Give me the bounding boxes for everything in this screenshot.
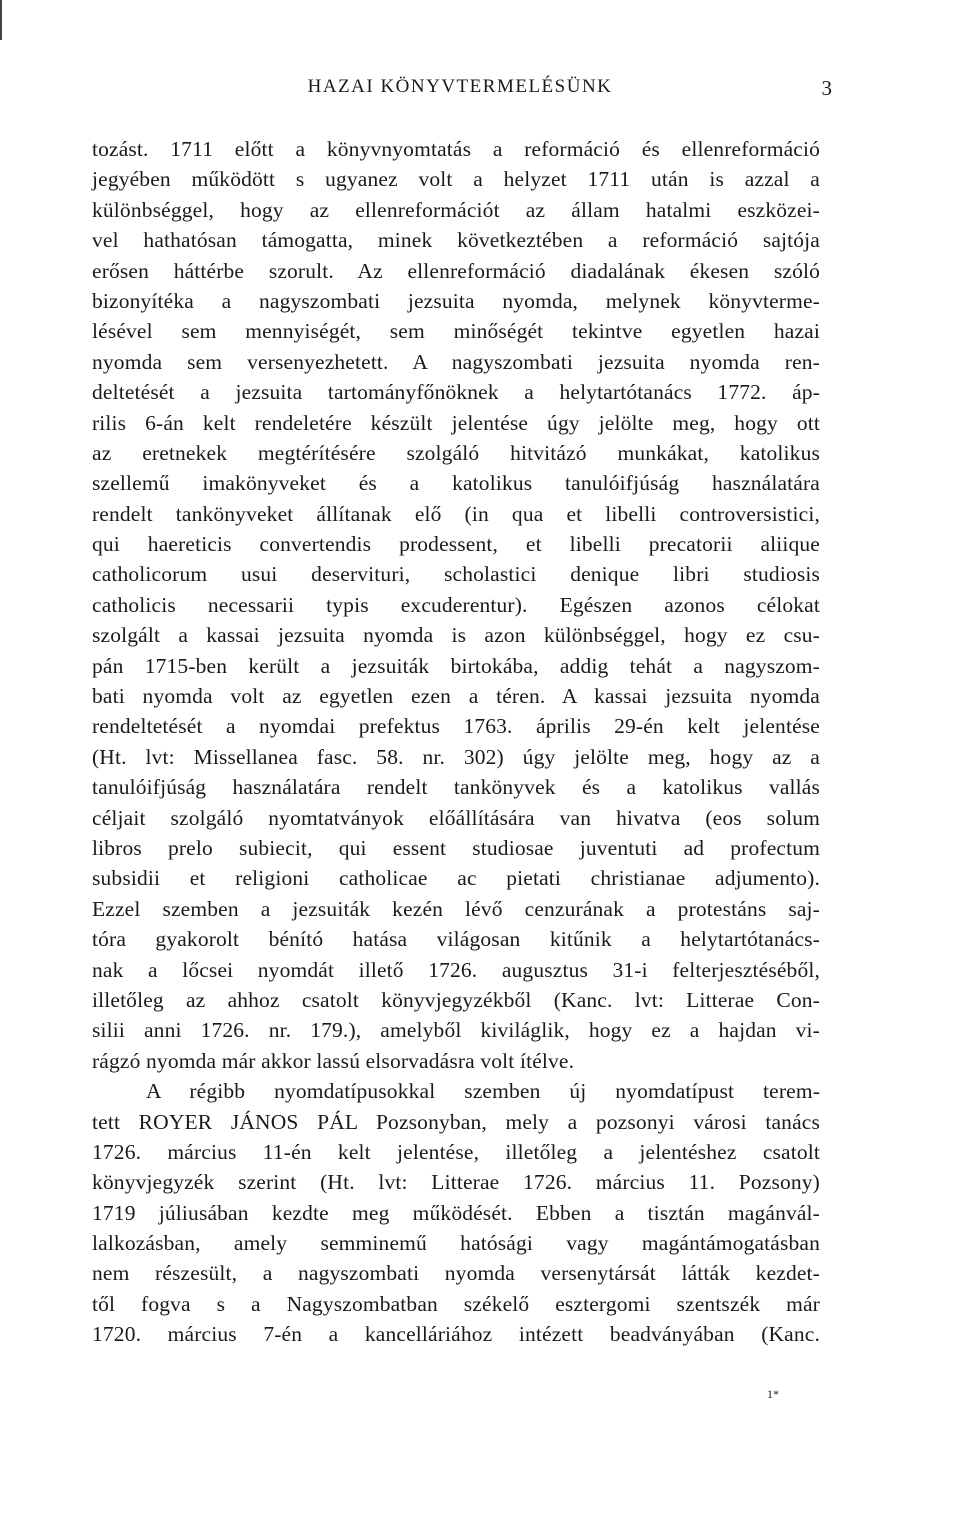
text-line: az eretnekek megtérítésére szolgáló hitvitázó munkákat, katolikus (92, 440, 820, 465)
text-line: tanulóifjúság használatára rendelt tankönyvek és a katolikus vallás (92, 775, 820, 800)
signature-mark: 1* (767, 1387, 779, 1401)
text-line: nem részesült, a nagyszombati nyomda versenytársát látták kezdet- (92, 1261, 820, 1286)
text-line: nak a lőcsei nyomdát illető 1726. augusztus 31-i felterjesztéséből, (92, 957, 820, 982)
text-line: tett ROYER JÁNOS PÁL Pozsonyban, mely a pozsonyi városi tanács (92, 1109, 820, 1134)
text-line: bizonyítéka a nagyszombati jezsuita nyomda, melynek könyvterme- (92, 288, 820, 313)
text-line: különbséggel, hogy az ellenreformációt az állam hatalmi eszközei- (92, 197, 820, 222)
text-line: pán 1715-ben került a jezsuiták birtokába, addig tehát a nagyszom- (92, 653, 820, 678)
text-line: lalkozásban, amely semminemű hatósági vagy magántámogatásban (92, 1231, 820, 1256)
text-line: bati nyomda volt az egyetlen ezen a téren. A kassai jezsuita nyomda (92, 684, 820, 709)
text-line: A régibb nyomdatípusokkal szemben új nyomdatípust terem- (146, 1079, 820, 1104)
running-title: HAZAI KÖNYVTERMELÉSÜNK (307, 76, 613, 97)
text-line: lésével sem mennyiségét, sem minőségét tekintve egyetlen hazai (92, 319, 820, 344)
text-line: rendelt tankönyveket állítanak elő (in qua et libelli controversistici, (92, 501, 820, 526)
text-line: tozást. 1711 előtt a könyvnyomtatás a reformáció és ellenreformáció (92, 137, 820, 161)
text-line: szolgált a kassai jezsuita nyomda is azon különbséggel, hogy ez csu- (92, 623, 820, 648)
text-line: 1720. március 7-én a kancelláriához intézett beadványában (Kanc. (92, 1322, 820, 1347)
text-line: nyomda sem versenyezhetett. A nagyszombati jezsuita nyomda ren- (92, 349, 820, 374)
text-line: subsidii et religioni catholicae ac pietati christianae adjumento). (92, 866, 820, 891)
text-line: libros prelo subiecit, qui essent studiosae juventuti ad profectum (92, 835, 820, 860)
text-line: 1719 júliusában kezdte meg működését. Ebben a tisztán magánvál- (92, 1200, 820, 1225)
page-edge-line (0, 0, 2, 40)
text-line: jegyében működött s ugyanez volt a helyzet 1711 után is azzal a (92, 167, 820, 192)
text-line: től fogva s a Nagyszombatban székelő esztergomi szentszék már (92, 1291, 820, 1316)
body-text (92, 134, 820, 1350)
text-line: 1726. március 11-én kelt jelentése, illetőleg a jelentéshez csatolt (92, 1139, 820, 1164)
text-line: szellemű imakönyveket és a katolikus tanulóifjúság használatára (92, 471, 820, 496)
text-line: rágzó nyomda már akkor lassú elsorvadásra volt ítélve. (92, 1048, 575, 1073)
text-line: rilis 6-án kelt rendeletére készült jelentése úgy jelölte meg, hogy ott (92, 410, 820, 435)
text-line: céljait szolgáló nyomtatványok előállítására van hivatva (eos solum (92, 805, 820, 830)
text-line: tóra gyakorolt bénító hatása világosan kitűnik a helytartótanács- (92, 927, 820, 952)
text-line: silii anni 1726. nr. 179.), amelyből kiviláglik, hogy ez a hajdan vi- (92, 1018, 820, 1043)
page-number: 3 (821, 76, 832, 100)
text-line: catholicis necessarii typis excuderentur). Egészen azonos célokat (92, 592, 820, 617)
text-line: catholicorum usui deservituri, scholastici denique libri studiosis (92, 562, 820, 587)
text-line: rendeltetését a nyomdai prefektus 1763. április 29-én kelt jelentése (92, 714, 820, 739)
text-line: könyvjegyzék szerint (Ht. lvt: Litterae 1726. március 11. Pozsony) (92, 1170, 820, 1195)
text-line: deltetését a jezsuita tartományfőnöknek a helytartótanács 1772. áp- (92, 380, 820, 405)
page-header (90, 76, 830, 106)
text-line: vel hathatósan támogatta, minek következtében a reformáció sajtója (92, 228, 820, 253)
text-line: illetőleg az ahhoz csatolt könyvjegyzékből (Kanc. lvt: Litterae Con- (92, 987, 820, 1012)
text-line: qui haereticis convertendis prodessent, et libelli precatorii aliique (92, 532, 820, 557)
text-line: (Ht. lvt: Missellanea fasc. 58. nr. 302) úgy jelölte meg, hogy az a (92, 744, 820, 769)
text-line: Ezzel szemben a jezsuiták kezén lévő cenzurának a protestáns saj- (92, 896, 820, 921)
text-line: erősen háttérbe szorult. Az ellenreformáció diadalának ékesen szóló (92, 258, 820, 283)
